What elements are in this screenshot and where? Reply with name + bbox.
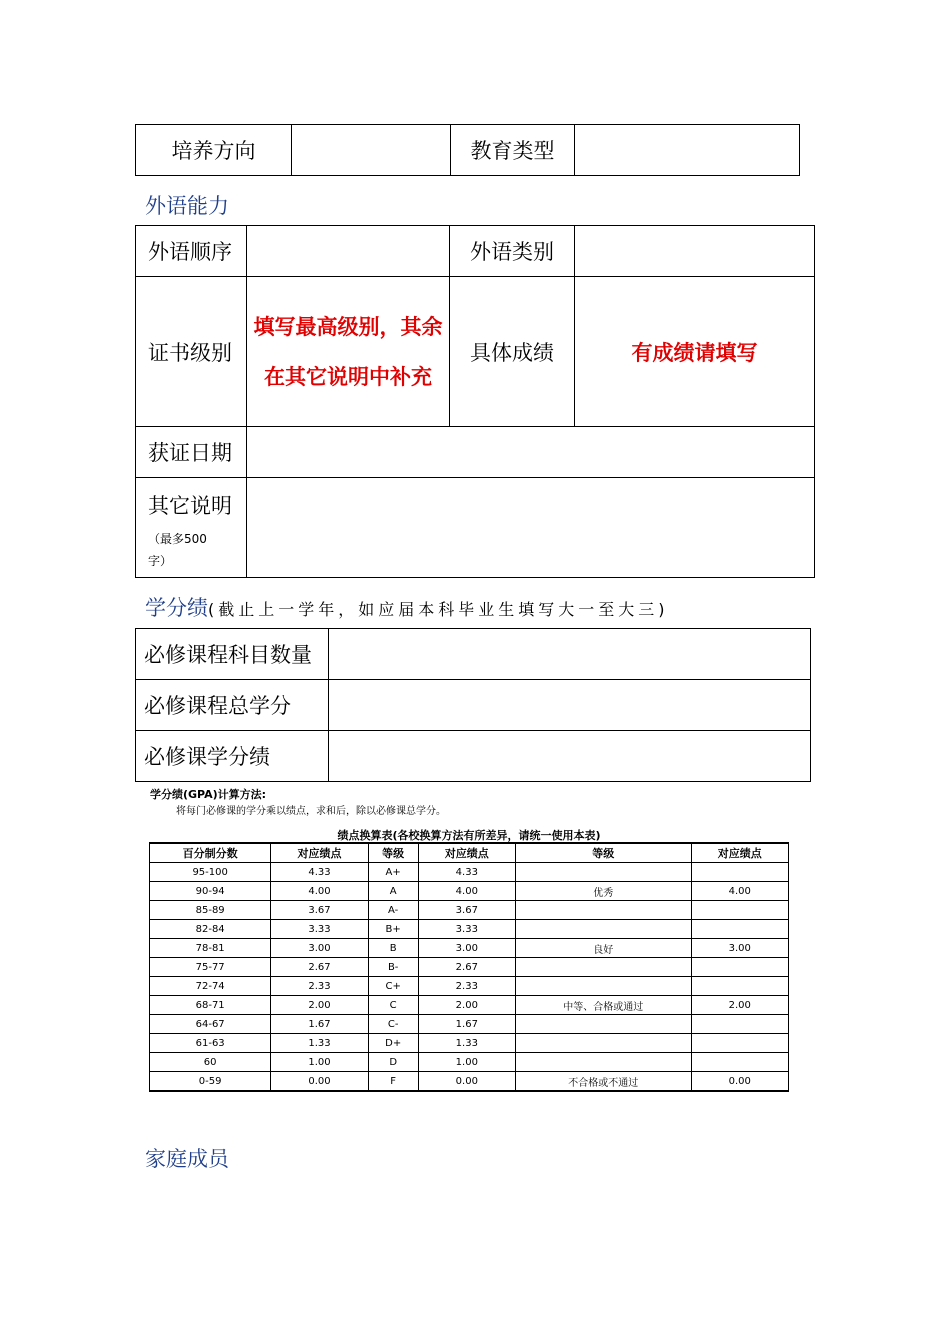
language-order-label: 外语顺序	[136, 226, 247, 277]
table-cell	[516, 901, 691, 920]
table-cell: F	[368, 1072, 418, 1092]
table-row	[150, 1053, 789, 1072]
table-cell: 82-84	[150, 920, 271, 939]
top-info-table	[135, 124, 800, 176]
table-cell: 1.67	[271, 1015, 368, 1034]
table-cell: 78-81	[150, 939, 271, 958]
table-cell: 2.33	[271, 977, 368, 996]
education-type-field[interactable]	[575, 125, 800, 176]
table-cell: 3.33	[418, 920, 515, 939]
table-cell: 61-63	[150, 1034, 271, 1053]
table-row	[150, 958, 789, 977]
gpa-header-point: 对应绩点	[271, 843, 368, 863]
gpa-header-grade: 等级	[516, 843, 691, 863]
table-cell: 2.00	[271, 996, 368, 1015]
table-cell: 4.00	[418, 882, 515, 901]
score-field[interactable]: 有成绩请填写	[575, 277, 815, 427]
gpa-form-table	[135, 628, 811, 782]
table-cell: D	[368, 1053, 418, 1072]
table-cell: 2.67	[271, 958, 368, 977]
table-cell: C+	[368, 977, 418, 996]
table-cell: 1.33	[418, 1034, 515, 1053]
table-row	[150, 996, 789, 1015]
table-cell: 1.00	[418, 1053, 515, 1072]
gpa-conversion-table	[149, 842, 789, 1092]
training-direction-label: 培养方向	[136, 125, 292, 176]
gpa-method-description: 将每门必修课的学分乘以绩点，求和后，除以必修课总学分。	[176, 806, 446, 817]
other-notes-field[interactable]	[247, 478, 815, 578]
table-row	[150, 901, 789, 920]
table-cell: 0.00	[691, 1072, 789, 1092]
required-course-credits-field[interactable]	[329, 680, 811, 731]
table-cell	[516, 920, 691, 939]
gpa-header-score: 百分制分数	[150, 843, 271, 863]
table-cell: 良好	[516, 939, 691, 958]
section-heading-gpa-note: (截止上一学年，如应届本科毕业生填写大一至大三)	[208, 600, 669, 619]
table-row	[150, 920, 789, 939]
table-cell: 0-59	[150, 1072, 271, 1092]
table-cell	[691, 920, 789, 939]
other-notes-label-cell	[136, 478, 247, 578]
table-cell: 2.67	[418, 958, 515, 977]
table-row	[150, 1015, 789, 1034]
language-table	[135, 225, 815, 578]
table-cell: 中等、合格或通过	[516, 996, 691, 1015]
certificate-level-field[interactable]: 填写最高级别，其余在其它说明中补充	[247, 277, 450, 427]
table-row	[150, 977, 789, 996]
table-cell	[691, 863, 789, 882]
table-cell: 4.33	[271, 863, 368, 882]
table-cell	[516, 958, 691, 977]
table-cell	[691, 901, 789, 920]
table-row	[150, 1034, 789, 1053]
language-type-label: 外语类别	[450, 226, 575, 277]
table-cell: 75-77	[150, 958, 271, 977]
table-cell: 3.00	[271, 939, 368, 958]
section-heading-gpa-title: 学分绩	[145, 596, 208, 620]
table-cell	[516, 1015, 691, 1034]
other-notes-label: 其它说明	[148, 494, 232, 518]
table-cell	[516, 863, 691, 882]
table-cell: 2.00	[418, 996, 515, 1015]
required-course-count-field[interactable]	[329, 629, 811, 680]
certificate-date-field[interactable]	[247, 427, 815, 478]
table-cell	[516, 1034, 691, 1053]
language-type-field[interactable]	[575, 226, 815, 277]
section-heading-language: 外语能力	[145, 194, 229, 218]
training-direction-field[interactable]	[292, 125, 451, 176]
table-cell: B	[368, 939, 418, 958]
score-label: 具体成绩	[450, 277, 575, 427]
table-cell	[691, 977, 789, 996]
table-cell: C	[368, 996, 418, 1015]
table-cell	[691, 958, 789, 977]
table-cell: 3.33	[271, 920, 368, 939]
table-cell: 3.00	[691, 939, 789, 958]
gpa-header-point: 对应绩点	[418, 843, 515, 863]
required-course-gpa-field[interactable]	[329, 731, 811, 782]
table-cell: D+	[368, 1034, 418, 1053]
table-cell: 68-71	[150, 996, 271, 1015]
table-cell: 4.00	[271, 882, 368, 901]
table-cell: 64-67	[150, 1015, 271, 1034]
education-type-label: 教育类型	[451, 125, 575, 176]
table-cell: 0.00	[418, 1072, 515, 1092]
section-heading-family: 家庭成员	[145, 1147, 229, 1171]
table-row	[150, 939, 789, 958]
table-cell: 0.00	[271, 1072, 368, 1092]
certificate-date-label: 获证日期	[136, 427, 247, 478]
table-cell: 95-100	[150, 863, 271, 882]
table-cell: 3.67	[271, 901, 368, 920]
section-heading-gpa	[145, 592, 669, 622]
table-cell: 60	[150, 1053, 271, 1072]
table-cell: 90-94	[150, 882, 271, 901]
table-cell: 4.00	[691, 882, 789, 901]
other-notes-limit: （最多500字）	[148, 532, 207, 568]
gpa-conversion-table-title: 绩点换算表(各校换算方法有所差异，请统一使用本表)	[337, 829, 601, 842]
table-cell: 1.33	[271, 1034, 368, 1053]
table-cell: 1.00	[271, 1053, 368, 1072]
table-cell	[691, 1053, 789, 1072]
table-cell: B+	[368, 920, 418, 939]
required-course-gpa-label: 必修课学分绩	[136, 731, 329, 782]
language-order-field[interactable]	[247, 226, 450, 277]
table-cell	[516, 1053, 691, 1072]
gpa-method-title: 学分绩(GPA)计算方法:	[150, 788, 267, 801]
gpa-header-point: 对应绩点	[691, 843, 789, 863]
table-cell	[691, 1015, 789, 1034]
table-cell: 72-74	[150, 977, 271, 996]
table-row	[150, 1072, 789, 1092]
table-cell: 1.67	[418, 1015, 515, 1034]
table-cell: A-	[368, 901, 418, 920]
table-cell: 3.00	[418, 939, 515, 958]
table-cell: A+	[368, 863, 418, 882]
required-course-count-label: 必修课程科目数量	[136, 629, 329, 680]
table-row	[150, 882, 789, 901]
gpa-header-grade: 等级	[368, 843, 418, 863]
required-course-credits-label: 必修课程总学分	[136, 680, 329, 731]
table-cell: A	[368, 882, 418, 901]
gpa-table-header-row	[150, 843, 789, 863]
table-cell: 4.33	[418, 863, 515, 882]
table-cell: 2.00	[691, 996, 789, 1015]
table-cell: B-	[368, 958, 418, 977]
table-cell	[691, 1034, 789, 1053]
table-cell: 不合格或不通过	[516, 1072, 691, 1092]
table-cell: 优秀	[516, 882, 691, 901]
certificate-level-label: 证书级别	[136, 277, 247, 427]
table-cell	[516, 977, 691, 996]
table-cell: C-	[368, 1015, 418, 1034]
table-row	[150, 863, 789, 882]
table-cell: 85-89	[150, 901, 271, 920]
table-cell: 2.33	[418, 977, 515, 996]
table-cell: 3.67	[418, 901, 515, 920]
